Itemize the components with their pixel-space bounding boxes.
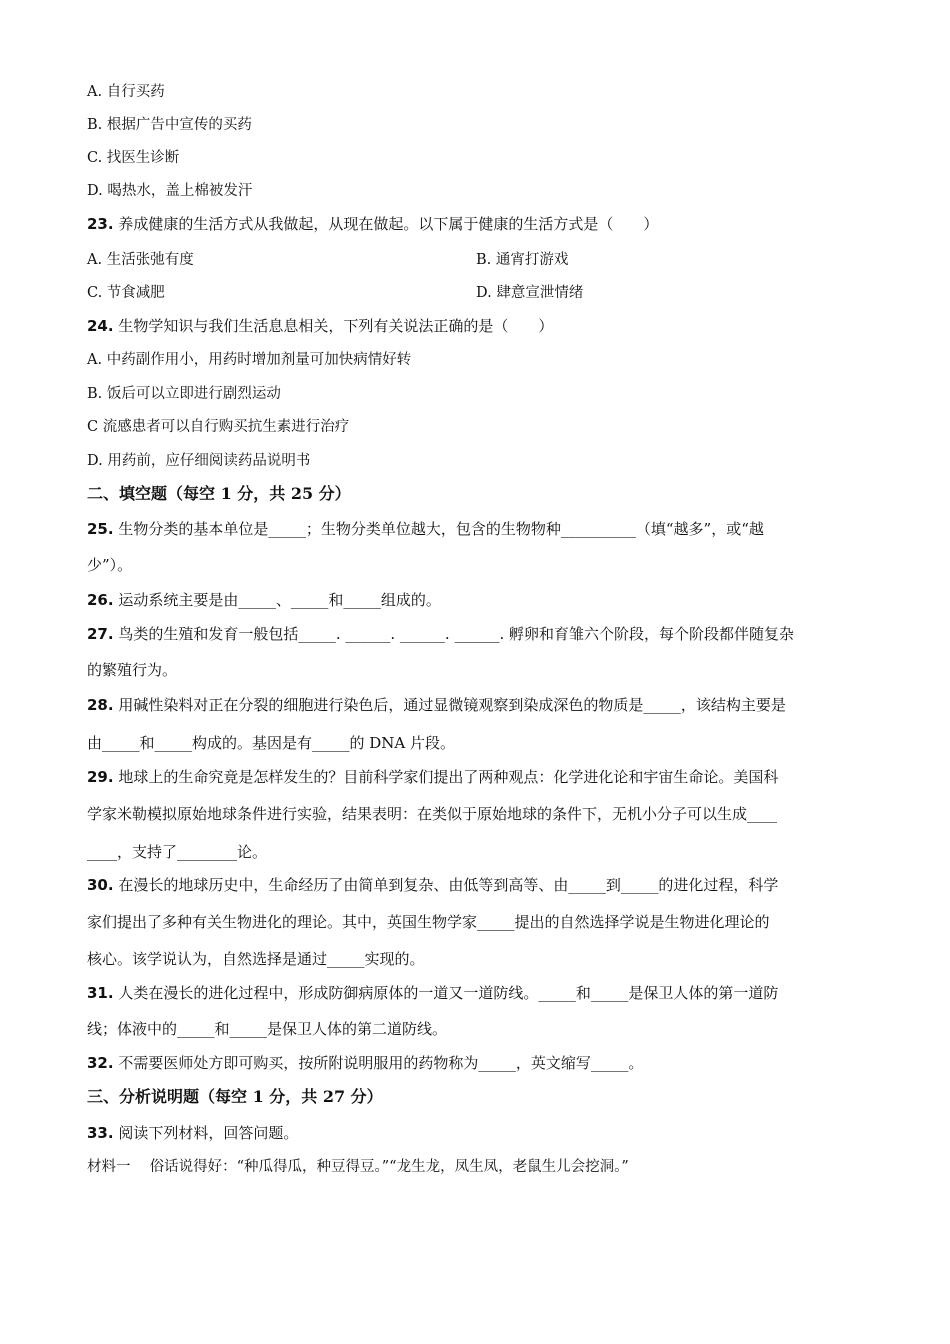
question-number: 28. bbox=[87, 696, 114, 714]
section-fill-in-heading: 二、填空题（每空 1 分，共 25 分） bbox=[87, 484, 351, 503]
question-24 bbox=[87, 316, 553, 336]
question-text: 生物分类的基本单位是_____；生物分类单位越大，包含的生物物种__________（填“越多”，或“越 bbox=[118, 520, 764, 538]
question-number: 25. bbox=[87, 520, 114, 538]
question-number: 23. bbox=[87, 215, 114, 233]
question-31-line-2: 线；体液中的_____和_____是保卫人体的第二道防线。 bbox=[87, 1020, 448, 1038]
question-25 bbox=[87, 519, 764, 539]
question-number: 31. bbox=[87, 984, 114, 1002]
q22-option-a: A. 自行买药 bbox=[87, 84, 165, 100]
question-27 bbox=[87, 624, 794, 644]
question-26 bbox=[87, 590, 441, 610]
q22-option-d: D. 喝热水，盖上棉被发汗 bbox=[87, 183, 253, 199]
question-number: 27. bbox=[87, 625, 114, 643]
q23-option-c: C. 节食减肥 bbox=[87, 285, 165, 301]
question-text: 鸟类的生殖和发育一般包括_____. ______. ______. ______. 孵卵和育雏六个阶段，每个阶段都伴随复杂 bbox=[118, 625, 795, 643]
q33-material-1: 材料一 俗话说得好：“种瓜得瓜，种豆得豆。”“龙生龙，凤生凤，老鼠生儿会挖洞。” bbox=[87, 1159, 629, 1175]
question-32 bbox=[87, 1053, 643, 1073]
question-29-line-2: 学家米勒模拟原始地球条件进行实验，结果表明：在类似于原始地球的条件下，无机小分子可以生成____ bbox=[87, 805, 778, 823]
question-number: 33. bbox=[87, 1124, 114, 1142]
question-text: 阅读下列材料，回答问题。 bbox=[118, 1124, 299, 1142]
question-27-line-2: 的繁殖行为。 bbox=[87, 661, 178, 679]
question-text: 运动系统主要是由_____、_____和_____组成的。 bbox=[118, 591, 441, 609]
question-28-line-2: 由_____和_____构成的。基因是有_____的 DNA 片段。 bbox=[87, 734, 456, 752]
question-text: 在漫长的地球历史中，生命经历了由简单到复杂、由低等到高等、由_____到_____的进化过程，科学 bbox=[118, 876, 779, 894]
q22-option-b: B. 根据广告中宣传的买药 bbox=[87, 117, 252, 133]
question-23 bbox=[87, 214, 658, 234]
q23-option-b: B. 通宵打游戏 bbox=[476, 252, 569, 268]
section-analysis-heading: 三、分析说明题（每空 1 分，共 27 分） bbox=[87, 1087, 383, 1106]
question-text: 不需要医师处方即可购买，按所附说明服用的药物称为_____，英文缩写_____。 bbox=[118, 1054, 644, 1072]
q24-option-b: B. 饭后可以立即进行剧烈运动 bbox=[87, 386, 281, 402]
q24-option-c: C 流感患者可以自行购买抗生素进行治疗 bbox=[87, 419, 350, 435]
question-29 bbox=[87, 767, 778, 787]
question-text: 用碱性染料对正在分裂的细胞进行染色后，通过显微镜观察到染成深色的物质是_____，该结构主要是 bbox=[118, 696, 786, 714]
question-29-line-3: ____，支持了________论。 bbox=[87, 843, 268, 861]
question-28 bbox=[87, 695, 786, 715]
question-number: 26. bbox=[87, 591, 114, 609]
q22-option-c: C. 找医生诊断 bbox=[87, 150, 180, 166]
question-text: 养成健康的生活方式从我做起，从现在做起。以下属于健康的生活方式是（ ） bbox=[118, 215, 659, 233]
question-30 bbox=[87, 875, 778, 895]
q23-option-a: A. 生活张弛有度 bbox=[87, 252, 194, 268]
question-text: 人类在漫长的进化过程中，形成防御病原体的一道又一道防线。_____和_____是保卫人体的第一道防 bbox=[118, 984, 779, 1002]
question-31 bbox=[87, 983, 778, 1003]
question-33 bbox=[87, 1123, 298, 1143]
question-text: 生物学知识与我们生活息息相关，下列有关说法正确的是（ ） bbox=[118, 317, 554, 335]
question-text: 地球上的生命究竟是怎样发生的？目前科学家们提出了两种观点：化学进化论和宇宙生命论。美国科 bbox=[118, 768, 779, 786]
question-number: 29. bbox=[87, 768, 114, 786]
q24-option-a: A. 中药副作用小，用药时增加剂量可加快病情好转 bbox=[87, 352, 412, 368]
question-number: 32. bbox=[87, 1054, 114, 1072]
question-number: 24. bbox=[87, 317, 114, 335]
question-number: 30. bbox=[87, 876, 114, 894]
question-25-line-2: 少”）。 bbox=[87, 556, 133, 574]
q24-option-d: D. 用药前，应仔细阅读药品说明书 bbox=[87, 453, 311, 469]
question-30-line-3: 核心。该学说认为，自然选择是通过_____实现的。 bbox=[87, 950, 425, 968]
q23-option-d: D. 肆意宣泄情绪 bbox=[476, 285, 584, 301]
question-30-line-2: 家们提出了多种有关生物进化的理论。其中，英国生物学家_____提出的自然选择学说是生物进化理论的 bbox=[87, 913, 770, 931]
